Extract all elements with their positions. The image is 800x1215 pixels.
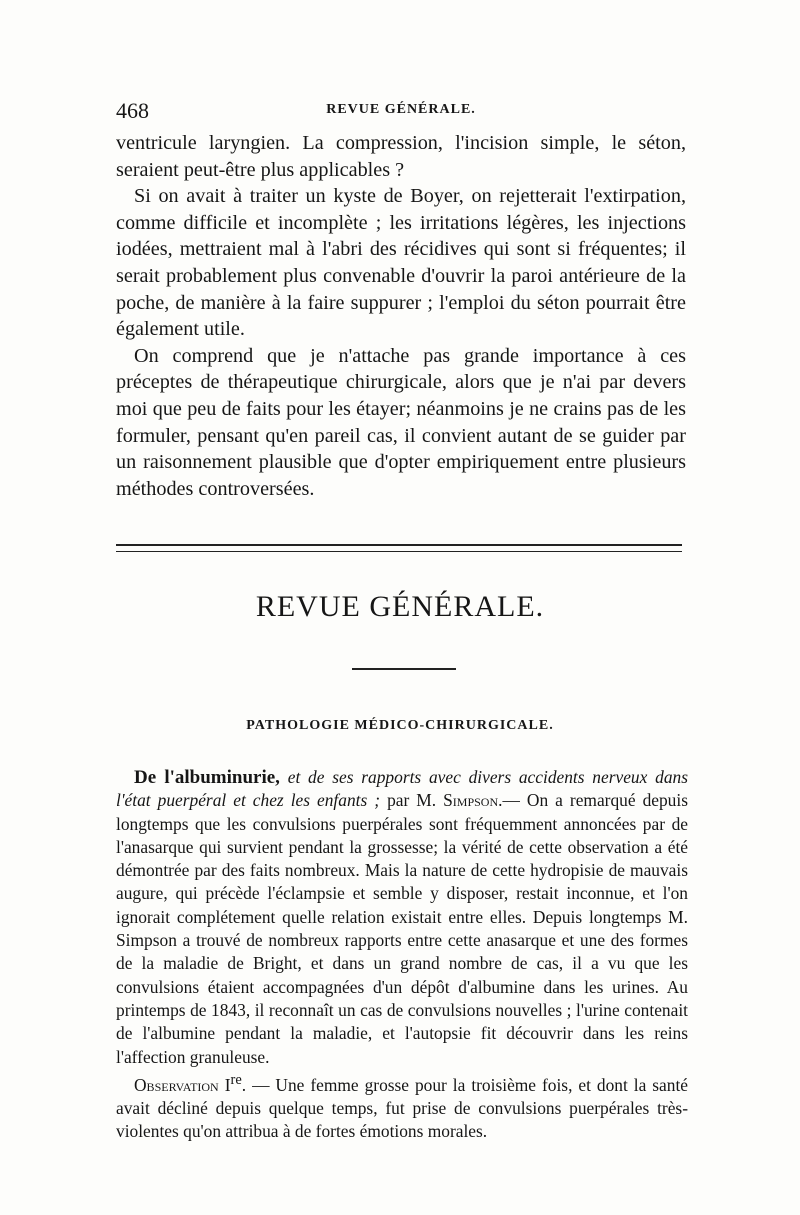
- observation-text: . — Une femme grosse pour la troisième fois, et dont la santé avait décliné depuis quelque temps, fut prise de convulsions puerpérales très-violentes qu'on attribua à de fortes émotions morales.: [116, 1074, 688, 1142]
- observation-label: Observation: [134, 1074, 219, 1095]
- title-rule: [352, 668, 456, 670]
- paragraph: Si on avait à traiter un kyste de Boyer, on rejetterait l'extirpation, comme difficile et incomplète ; les irritations légères, les injections iodées, mettraient mal à l'abri des récidives qui sont si fréquentes; il serait probablement plus convenable d'ouvrir la paroi antérieure de la poche, de manière à la faire suppurer ; l'emploi du séton pourrait être également utile.: [116, 185, 686, 341]
- paragraph: ventricule laryngien. La compression, l'incision simple, le séton, seraient peut-être plus applicables ?: [116, 132, 686, 181]
- running-head: REVUE GÉNÉRALE.: [326, 102, 476, 117]
- byline-dash: .—: [498, 790, 520, 811]
- previous-article-conclusion: [116, 130, 686, 502]
- article-lead: De l'albuminurie,: [134, 767, 280, 788]
- article-body: [116, 766, 688, 1144]
- subsection-title: PATHOLOGIE MÉDICO-CHIRURGICALE.: [246, 718, 554, 733]
- article-title: et de ses rapports avec divers accidents nerveux dans l'état puerpéral et chez les enfants ;: [116, 767, 688, 811]
- observation-number: I: [224, 1074, 231, 1095]
- author-name: Simpson: [443, 790, 499, 811]
- byline-prefix: par M.: [387, 790, 437, 811]
- section-title: REVUE GÉNÉRALE.: [255, 590, 545, 623]
- observation-paragraph: [116, 1069, 688, 1144]
- page-number: 468: [116, 98, 149, 123]
- section-divider: [116, 544, 682, 552]
- observation-superscript: re: [230, 1071, 242, 1088]
- paragraph: On comprend que je n'attache pas grande importance à ces préceptes de thérapeutique chirurgicale, alors que je n'ai par devers moi que peu de faits pour les étayer; néanmoins je ne crains pas de les formuler, pensant qu'en pareil cas, il convient autant de se guider par un raisonnement plausible que d'opter empiriquement entre plusieurs méthodes controversées.: [116, 344, 686, 500]
- article-paragraph: [116, 766, 688, 1069]
- article-text: On a remarqué depuis longtemps que les convulsions puerpérales sont fréquemment annoncées par de l'anasarque qui survient pendant la grossesse; la vérité de cette observation a été démontrée par des faits nombreux. Mais la nature de cette hydropisie de mauvais augure, qui précède l'éclampsie et semble y disposer, restait inconnue, et l'on ignorait complétement quelle relation existait entre elles. Depuis longtemps M. Simpson a trouvé de nombreux rapports entre cette anasarque et une des formes de la maladie de Bright, et dans un grand nombre de cas, il a vu que les convulsions étaient accompagnées d'un dépôt d'albumine dans les urines. Au printemps de 1843, il reconnaît un cas de convulsions nouvelles ; l'urine contenait de l'albumine pendant la maladie, et l'autopsie fit découvrir dans les reins l'affection granuleuse.: [116, 790, 688, 1067]
- page-header: [116, 98, 686, 126]
